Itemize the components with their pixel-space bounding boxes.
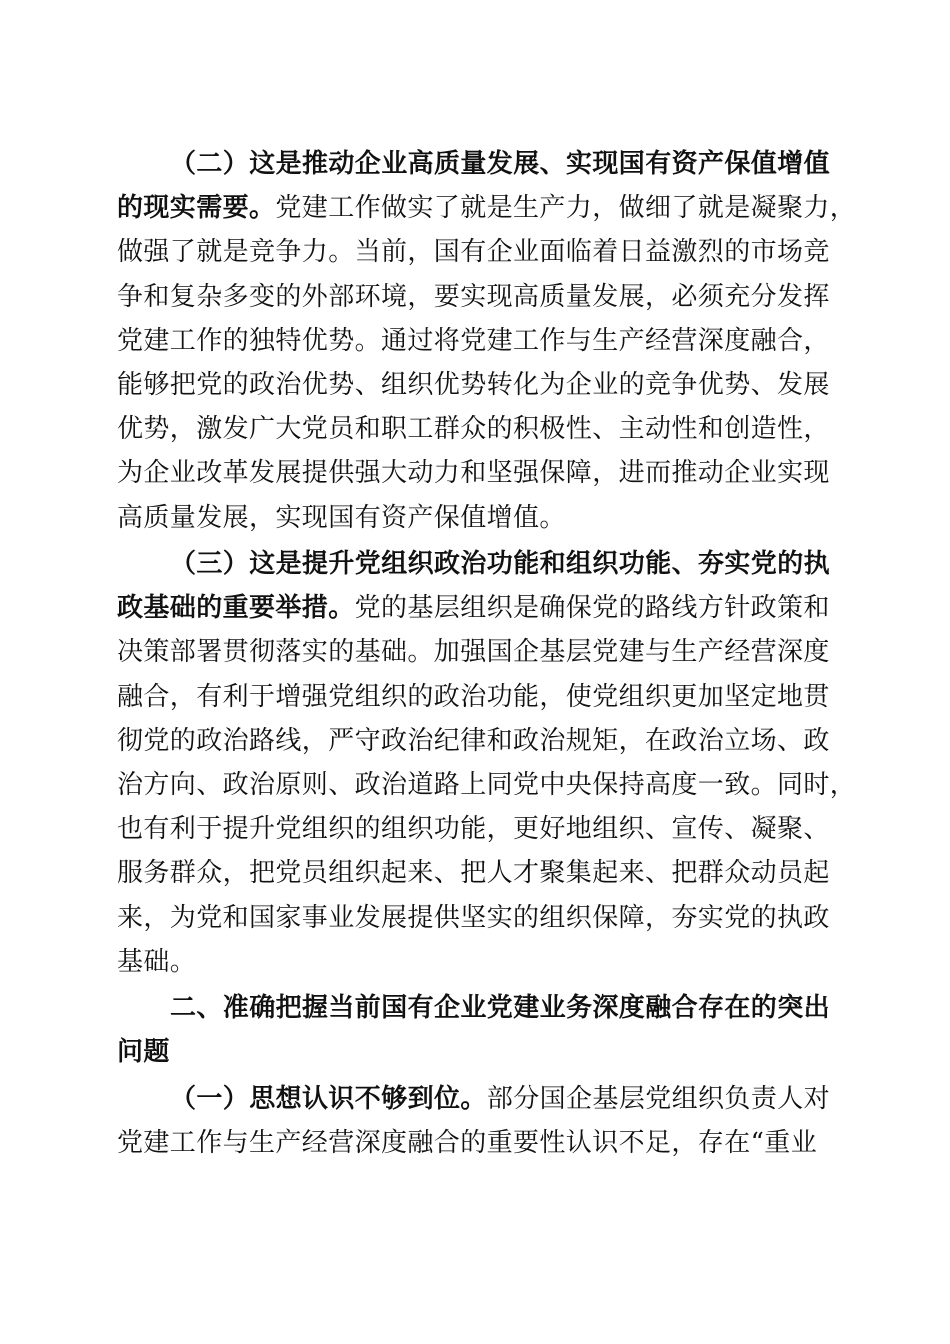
paragraph-2-line-text: 党建工作做实了就是生产力，做细了就是凝聚力， xyxy=(275,193,857,224)
paragraph-3-line-text: 党的基层组织是确保党的路线方针政策和 xyxy=(354,593,830,624)
paragraph-3-line xyxy=(117,586,837,630)
section-2-heading-line-1: 二、准确把握当前国有企业党建业务深度融合存在的突出 xyxy=(170,993,831,1023)
paragraph-2-line xyxy=(117,186,857,230)
paragraph-2-line: 党建工作的独特优势。通过将党建工作与生产经营深度融合， xyxy=(117,325,830,356)
paragraph-4-line-text: 部分国企基层党组织负责人对 xyxy=(486,1084,831,1114)
paragraph-2-line: 高质量发展，实现国有资产保值增值。 xyxy=(117,502,566,533)
paragraph-4-line: 党建工作与生产经营深度融合的重要性认识不足，存在“重业 xyxy=(117,1128,818,1159)
paragraph-3-line: 服务群众，把党员组织起来、把人才聚集起来、把群众动员起 xyxy=(117,858,830,889)
section-2-heading xyxy=(117,987,837,1075)
paragraph-2-line: 争和复杂多变的外部环境，要实现高质量发展，必须充分发挥 xyxy=(117,281,830,312)
paragraph-3-lead-cont: 政基础的重要举措。 xyxy=(117,593,355,624)
paragraph-3-line: 融合，有利于增强党组织的政治功能，使党组织更加坚定地贯 xyxy=(117,681,830,712)
paragraph-4 xyxy=(117,1077,837,1165)
paragraph-2-line: 做强了就是竞争力。当前，国有企业面临着日益激烈的市场竞 xyxy=(117,237,830,268)
paragraph-2-line: 为企业改革发展提供强大动力和坚强保障，进而推动企业实现 xyxy=(117,458,830,489)
paragraph-3-line: 也有利于提升党组织的组织功能，更好地组织、宣传、凝聚、 xyxy=(117,814,830,845)
paragraph-3 xyxy=(117,542,857,984)
paragraph-4-line xyxy=(117,1077,837,1121)
paragraph-3-line: 彻党的政治路线，严守政治纪律和政治规矩，在政治立场、政 xyxy=(117,725,830,756)
paragraph-3-line: 基础。 xyxy=(117,946,197,977)
paragraph-2-lead: （二）这是推动企业高质量发展、实现国有资产保值增值 xyxy=(170,149,831,179)
section-2-heading-line-2: 问题 xyxy=(117,1037,170,1068)
paragraph-2-lead-cont: 的现实需要。 xyxy=(117,193,276,224)
paragraph-3-line: 来，为党和国家事业发展提供坚实的组织保障，夯实党的执政 xyxy=(117,902,830,933)
paragraph-4-lead: （一）思想认识不够到位。 xyxy=(170,1084,487,1114)
paragraph-3-lead: （三）这是提升党组织政治功能和组织功能、夯实党的执 xyxy=(170,549,831,579)
paragraph-3-line: 治方向、政治原则、政治道路上同党中央保持高度一致。同时， xyxy=(117,769,857,800)
paragraph-2-line: 能够把党的政治优势、组织优势转化为企业的竞争优势、发展 xyxy=(117,369,830,400)
paragraph-3-line: 决策部署贯彻落实的基础。加强国企基层党建与生产经营深度 xyxy=(117,637,830,668)
paragraph-2 xyxy=(117,142,857,540)
paragraph-2-line: 优势，激发广大党员和职工群众的积极性、主动性和创造性， xyxy=(117,414,830,445)
